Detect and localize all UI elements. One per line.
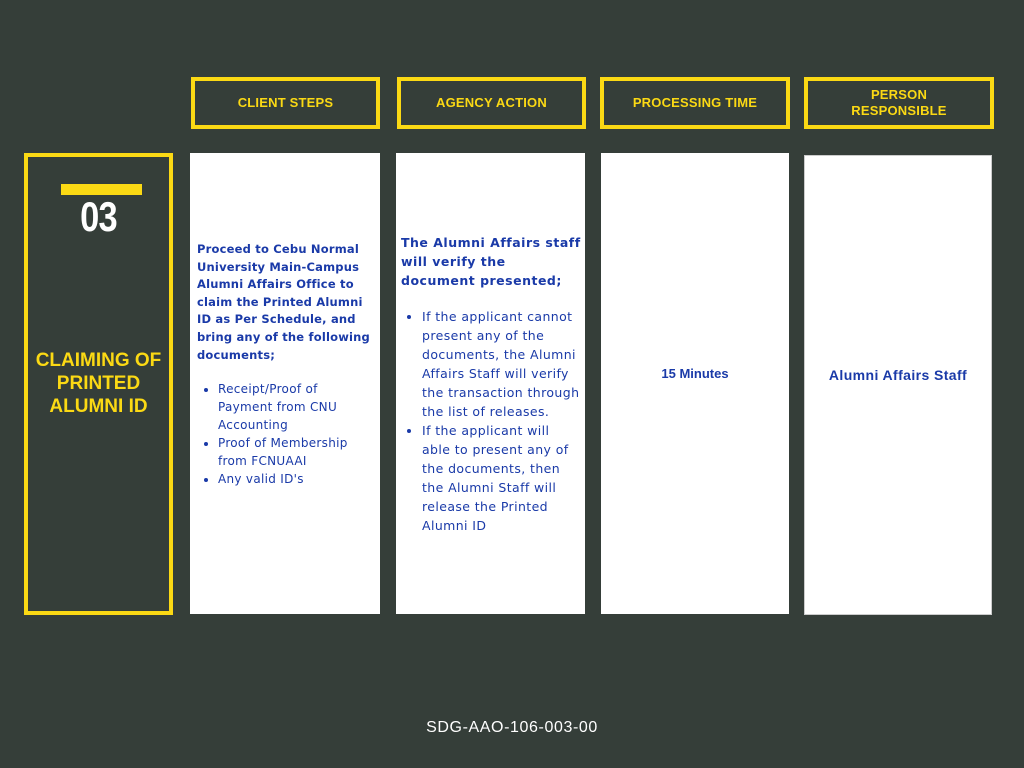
header-agency-action: AGENCY ACTION	[397, 77, 586, 129]
step-title: CLAIMING OF PRINTED ALUMNI ID	[35, 350, 162, 417]
document-code: SDG-AAO-106-003-00	[426, 719, 598, 736]
step-number: 03	[80, 193, 117, 240]
list-item: • If the applicant cannot present any of the documents, the Alumni Affairs Staff will verify the transaction through the list of releases.	[422, 307, 581, 421]
processing-time-cell	[601, 153, 789, 614]
client-steps-list	[197, 380, 374, 488]
header-client-steps: CLIENT STEPS	[191, 77, 380, 129]
person-responsible-value: Alumni Affairs Staff	[828, 367, 968, 383]
processing-time-value: 15 Minutes	[661, 366, 729, 381]
list-item: • Any valid ID's	[218, 470, 374, 488]
client-steps-lead: Proceed to Cebu Normal University Main-Campus Alumni Affairs Office to claim the Printed Alumni ID as Per Schedule, and bring any of the following documents;	[197, 242, 370, 362]
header-person-responsible: PERSON RESPONSIBLE	[804, 77, 994, 129]
client-steps-cell	[190, 153, 380, 614]
list-item: • Proof of Membership from FCNUAAI	[218, 434, 374, 470]
agency-action-cell	[396, 153, 585, 614]
person-responsible-cell	[804, 155, 992, 615]
agency-action-list	[401, 307, 581, 535]
header-processing-time: PROCESSING TIME	[600, 77, 790, 129]
step-panel	[24, 153, 173, 615]
agency-action-lead: The Alumni Affairs staff will verify the document presented;	[401, 235, 581, 288]
list-item: • If the applicant will able to present any of the documents, then the Alumni Staff will release the Printed Alumni ID	[422, 421, 581, 535]
list-item: • Receipt/Proof of Payment from CNU Accounting	[218, 380, 374, 434]
